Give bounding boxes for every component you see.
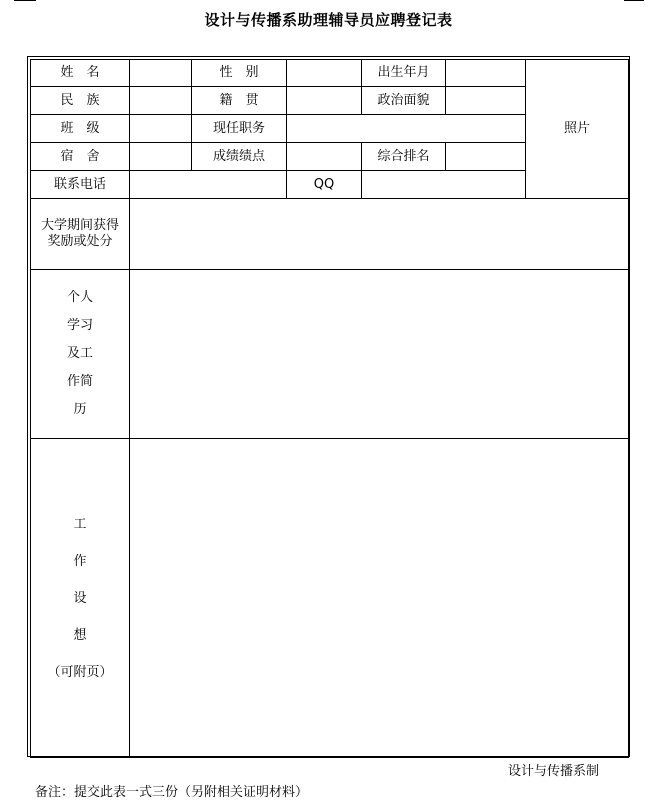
qq-field[interactable] [362, 171, 526, 199]
name-label: 姓 名 [31, 60, 130, 87]
awards-row [31, 199, 629, 270]
personal-history-field[interactable] [130, 270, 629, 439]
native-place-label: 籍 贯 [192, 87, 287, 115]
current-position-label: 现任职务 [192, 115, 287, 143]
personal-history-label-line: 个人 [66, 290, 93, 305]
rank-label: 综合排名 [362, 143, 446, 171]
gender-field[interactable] [287, 60, 362, 87]
submission-note: 备注：提交此表一式三份（另附相关证明材料） [35, 785, 309, 800]
issuing-department: 设计与传播系制 [508, 764, 600, 779]
rank-field[interactable] [446, 143, 526, 171]
photo-box[interactable]: 照片 [526, 60, 629, 199]
personal-history-row [31, 270, 629, 439]
gpa-label: 成绩绩点 [192, 143, 287, 171]
birth-field[interactable] [446, 60, 526, 87]
awards-label: 大学期间获得奖励或处分 [31, 199, 130, 270]
personal-history-label-line: 学习 [66, 318, 93, 333]
registration-form-table [30, 59, 629, 758]
name-field[interactable] [130, 60, 192, 87]
personal-history-label [31, 270, 130, 439]
personal-history-label-line: 及工 [66, 346, 93, 361]
class-label: 班 级 [31, 115, 130, 143]
awards-field[interactable] [130, 199, 629, 270]
personal-history-label-line: 历 [73, 402, 87, 417]
dorm-field[interactable] [130, 143, 192, 171]
work-plan-label-line: 设 [73, 590, 87, 606]
gender-label: 性 别 [192, 60, 287, 87]
top-edge-mark-right [624, 0, 644, 1]
work-plan-label-line: 作 [73, 553, 87, 569]
work-plan-label-line: 工 [73, 516, 87, 532]
work-plan-field[interactable] [130, 439, 629, 758]
ethnicity-label: 民 族 [31, 87, 130, 115]
gpa-field[interactable] [287, 143, 362, 171]
top-edge-mark-left [14, 0, 36, 1]
form-title: 设计与传播系助理辅导员应聘登记表 [204, 11, 453, 29]
work-plan-row [31, 439, 629, 758]
current-position-field[interactable] [287, 115, 526, 143]
political-status-field[interactable] [446, 87, 526, 115]
class-field[interactable] [130, 115, 192, 143]
birth-label: 出生年月 [362, 60, 446, 87]
qq-label: QQ [287, 171, 362, 199]
political-status-label: 政治面貌 [362, 87, 446, 115]
ethnicity-field[interactable] [130, 87, 192, 115]
work-plan-label-line: （可附页） [47, 664, 113, 680]
native-place-field[interactable] [287, 87, 362, 115]
work-plan-label-line: 想 [73, 627, 87, 643]
phone-field[interactable] [130, 171, 287, 199]
dorm-label: 宿 舍 [31, 143, 130, 171]
form-row-1 [31, 60, 629, 87]
work-plan-label [31, 439, 130, 758]
phone-label: 联系电话 [31, 171, 130, 199]
personal-history-label-line: 作简 [66, 374, 93, 389]
